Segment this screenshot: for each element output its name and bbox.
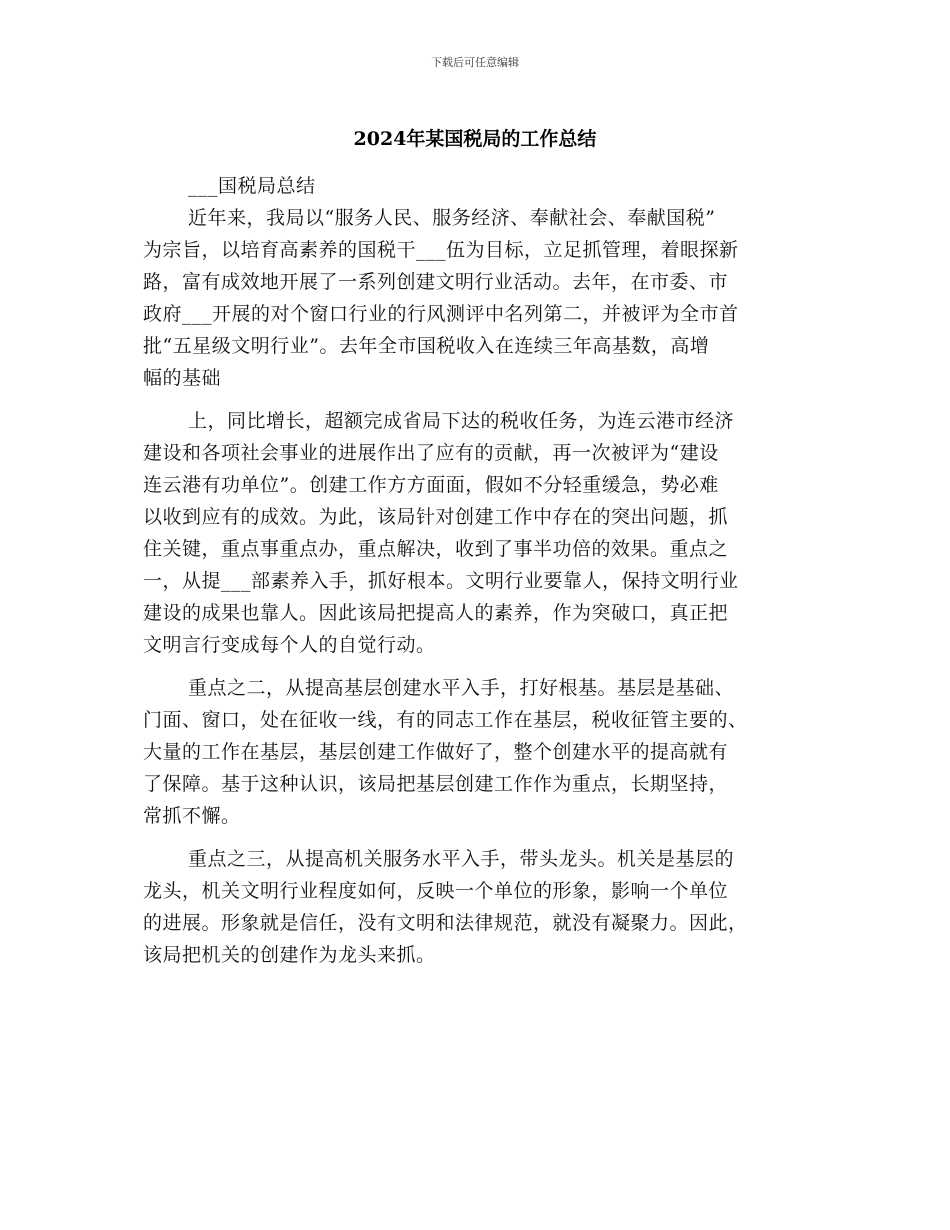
text-line: 政府___开展的对个窗口行业的行风测评中名列第二，并被评为全市首 [143,303,739,325]
text-line: 门面、窗口，处在征收一线，有的同志工作在基层，税收征管主要的、 [143,709,748,731]
text-line: 路，富有成效地开展了一系列创建文明行业活动。去年，在市委、市 [143,271,729,293]
text-line: 重点之三，从提高机关服务水平入手，带头龙头。机关是基层的 [188,848,735,870]
text-line: 常抓不懈。 [143,805,241,827]
text-line: 建设的成果也靠人。因此该局把提高人的素养，作为突破口，真正把 [143,602,729,624]
text-line: 该局把机关的创建作为龙头来抓。 [143,944,436,966]
text-line: 重点之二，从提高基层创建水平入手，打好根基。基层是基础、 [188,677,735,699]
text-line: 文明言行变成每个人的自觉行动。 [143,634,436,656]
paragraph [143,843,823,971]
text-line: 大量的工作在基层，基层创建工作做好了，整个创建水平的提高就有 [143,741,729,763]
text-line: 龙头，机关文明行业程度如何，反映一个单位的形象，影响一个单位 [143,880,729,902]
text-line: 住关键，重点事重点办，重点解决，收到了事半功倍的效果。重点之 [143,538,729,560]
header-note: 下载后可任意编辑 [431,56,519,69]
text-line: 近年来，我局以“服务人民、服务经济、奉献社会、奉献国税” [188,207,716,229]
text-line: 建设和各项社会事业的进展作出了应有的贡献，再一次被评为“建设 [143,442,719,464]
text-line: 一，从提___部素养入手，抓好根本。文明行业要靠人，保持文明行业 [143,570,739,592]
paragraph [143,202,823,394]
paragraph [143,672,823,832]
text-line: 批“五星级文明行业”。去年全市国税收入在连续三年高基数，高增 [143,335,710,357]
document-title: 2024年某国税局的工作总结 [353,128,597,150]
text-line: 幅的基础 [143,367,222,389]
text-line: 的进展。形象就是信任，没有文明和法律规范，就没有凝聚力。因此， [143,912,748,934]
text-line: 以收到应有的成效。为此，该局针对创建工作中存在的突出问题，抓 [143,506,729,528]
paragraph [143,170,823,202]
text-line: 了保障。基于这种认识，该局把基层创建工作作为重点，长期坚持， [143,773,729,795]
text-line: 为宗旨，以培育高素养的国税干___伍为目标，立足抓管理，着眼探新 [143,239,739,261]
text-line: 连云港有功单位”。创建工作方方面面，假如不分轻重缓急，势必难 [143,474,719,496]
paragraph [143,405,823,661]
text-line: 上，同比增长，超额完成省局下达的税收任务，为连云港市经济 [188,410,735,432]
document-body [143,170,823,971]
text-line: ___国税局总结 [188,175,316,197]
